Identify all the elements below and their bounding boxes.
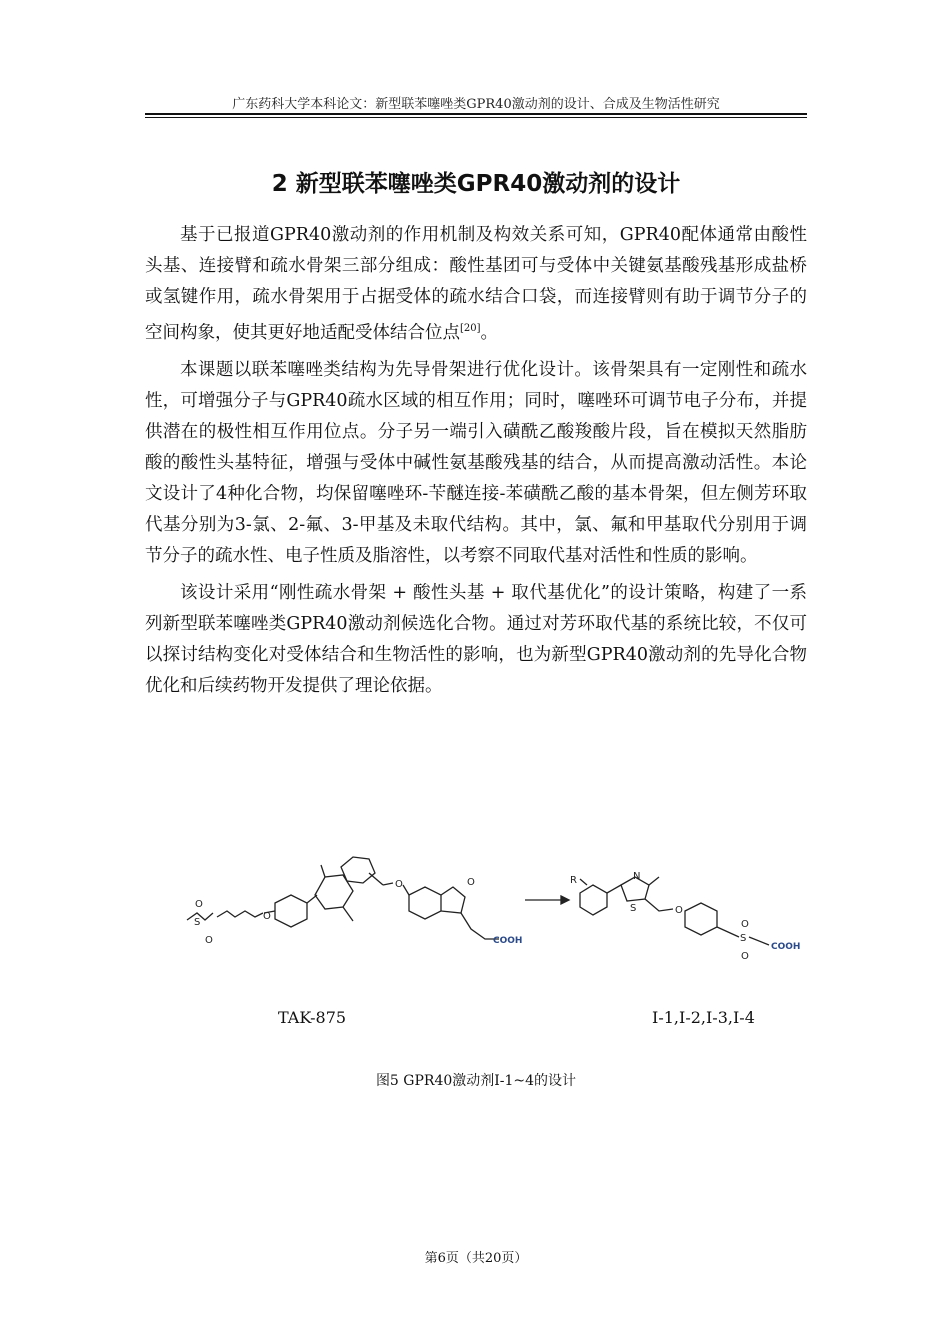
- atom-label: O: [467, 877, 475, 888]
- atom-label: O: [263, 911, 271, 922]
- atom-label: O: [395, 879, 403, 890]
- paragraph-tail: 。: [480, 322, 499, 343]
- atom-label: O: [195, 899, 203, 910]
- citation: [20]: [460, 323, 481, 334]
- figure-caption: 图5 GPR40激动剂I-1~4的设计: [375, 1073, 577, 1089]
- atom-label: O: [205, 935, 213, 946]
- header-rule-thin: [145, 117, 807, 118]
- running-header: 广东药科大学本科论文：新型联苯噻唑类GPR40激动剂的设计、合成及生物活性研究: [232, 97, 720, 112]
- atom-label: S: [194, 917, 201, 928]
- atom-label: S: [630, 903, 637, 914]
- compound-label-tak875: TAK-875: [278, 1008, 347, 1027]
- header-rule-thick: [145, 113, 807, 115]
- atom-label: N: [633, 871, 641, 882]
- acid-label: COOH: [771, 942, 801, 952]
- compound-label-series: I-1,I-2,I-3,I-4: [652, 1008, 755, 1027]
- acid-label: COOH: [493, 936, 523, 946]
- atom-label: S: [740, 933, 747, 944]
- paragraph: 本课题以联苯噻唑类结构为先导骨架进行优化设计。该骨架具有一定刚性和疏水性，可增强分子与GPR40疏水区域的相互作用；同时，噻唑环可调节电子分布，并提供潜在的极性相互作用位点。分子另一端引入磺酰乙酸羧酸片段，旨在模拟天然脂肪酸的酸性头基特征，增强与受体中碱性氨基酸残基的结合，从而提高激动活性。本论文设计了4种化合物，均保留噻唑环-苄醚连接-苯磺酰乙酸的基本骨架，但左侧芳环取代基分别为3-氯、2-氟、3-甲基及未取代结构。其中，氯、氟和甲基取代分别用于调节分子的疏水性、电子性质及脂溶性，以考察不同取代基对活性和性质的影响。: [145, 359, 807, 566]
- page-number: 第6页（共20页）: [424, 1251, 528, 1266]
- body-text: [145, 220, 807, 708]
- section-title: 2 新型联苯噻唑类GPR40激动剂的设计: [271, 171, 681, 197]
- atom-label: O: [675, 905, 683, 916]
- reaction-scheme: [175, 855, 835, 965]
- paragraph-text: 基于已报道GPR40激动剂的作用机制及构效关系可知，GPR40配体通常由酸性头基、连接臂和疏水骨架三部分组成：酸性基团可与受体中关键氨基酸残基形成盐桥或氢键作用，疏水骨架用于占据受体的疏水结合口袋，而连接臂则有助于调节分子的空间构象，使其更好地适配受体结合位点: [145, 225, 807, 343]
- paragraph: [145, 220, 807, 349]
- atom-label: O: [741, 919, 749, 930]
- paragraph: 该设计采用“刚性疏水骨架 + 酸性头基 + 取代基优化”的设计策略，构建了一系列新型联苯噻唑类GPR40激动剂候选化合物。通过对芳环取代基的系统比较，不仅可以探讨结构变化对受体结合和生物活性的影响，也为新型GPR40激动剂的先导化合物优化和后续药物开发提供了理论依据。: [145, 582, 807, 696]
- atom-label: O: [741, 951, 749, 962]
- atom-label: R: [570, 875, 577, 886]
